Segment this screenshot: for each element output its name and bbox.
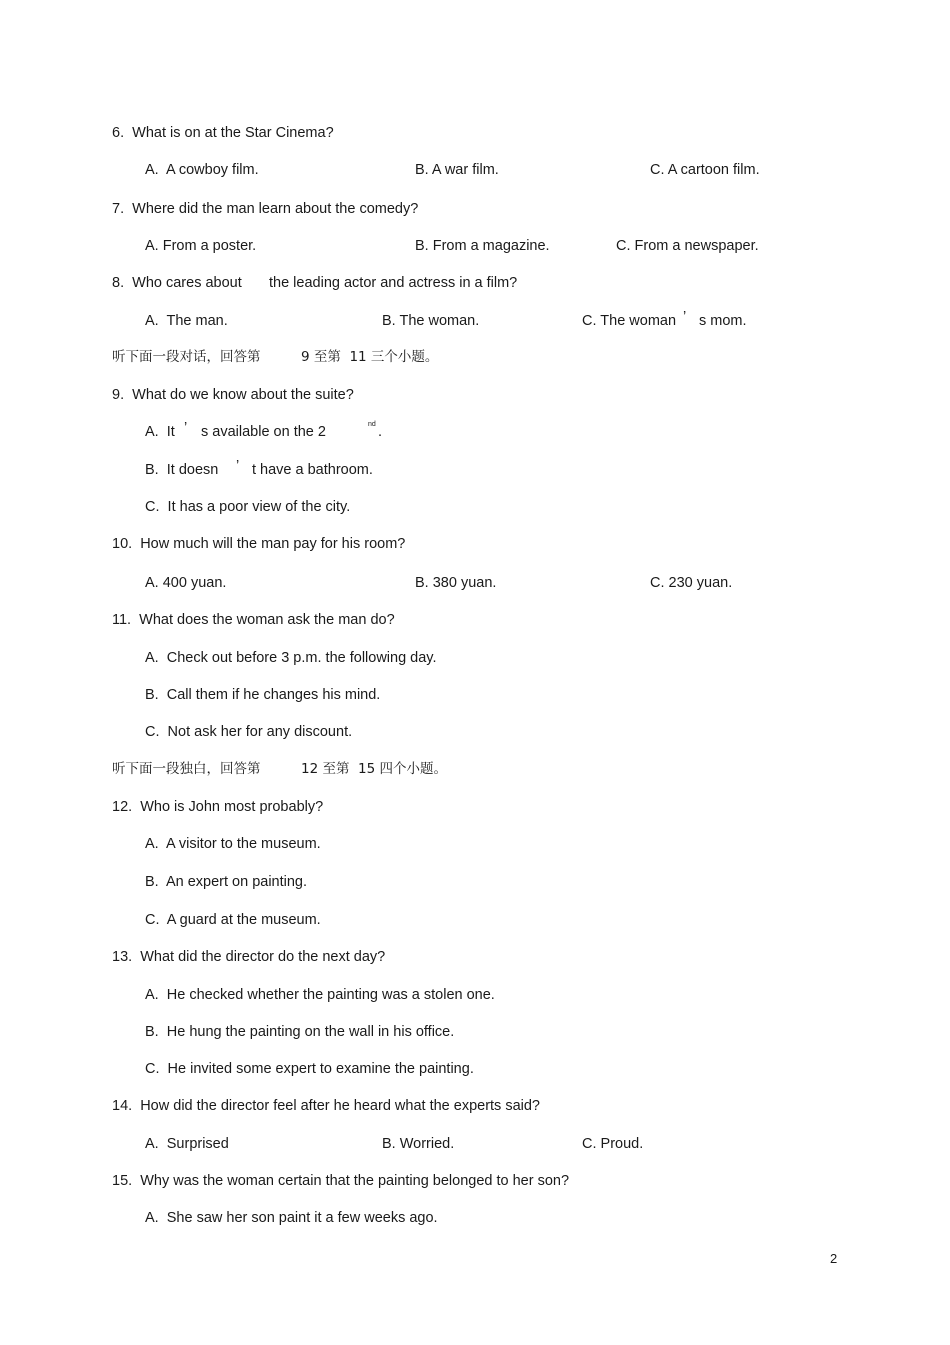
q11-option-b: B. Call them if he changes his mind. — [145, 687, 381, 703]
q8-option-c-apostrophe: ’ — [683, 309, 687, 325]
q9-option-b-apostrophe: ’ — [236, 458, 240, 474]
q7-option-b: B. From a magazine. — [415, 238, 550, 254]
q14-option-c: C. Proud. — [582, 1136, 644, 1152]
q15-stem: 15. Why was the woman certain that the painting belonged to her son? — [112, 1173, 570, 1189]
q12-stem: 12. Who is John most probably? — [112, 799, 324, 815]
q6-option-a: A. A cowboy film. — [145, 162, 259, 178]
q9-stem: 9. What do we know about the suite? — [112, 387, 354, 403]
q9-option-a-superscript: nd — [368, 421, 376, 428]
q13-option-c: C. He invited some expert to examine the painting. — [145, 1061, 474, 1077]
q8-stem-part1: 8. Who cares about — [112, 275, 242, 291]
q9-option-a-part2: s available on the 2 — [201, 424, 326, 440]
q8-option-c-part1: C. The woman — [582, 313, 677, 329]
q11-option-c: C. Not ask her for any discount. — [145, 724, 353, 740]
q9-option-a-apostrophe: ’ — [184, 420, 188, 436]
q7-option-a: A. From a poster. — [145, 238, 257, 254]
q14-stem: 14. How did the director feel after he heard what the experts said? — [112, 1098, 540, 1114]
q10-option-a: A. 400 yuan. — [145, 575, 227, 591]
q7-option-c: C. From a newspaper. — [616, 238, 759, 254]
q9-option-a-period: . — [378, 424, 383, 440]
section-heading-9-11: 听下面一段对话，回答第 — [112, 349, 261, 365]
section-heading-12-15: 听下面一段独白，回答第 — [112, 761, 261, 777]
q11-option-a: A. Check out before 3 p.m. the following day. — [145, 650, 437, 666]
section-heading-12-15-range: 12 至第 15 四个小题。 — [301, 761, 448, 777]
q10-option-b: B. 380 yuan. — [415, 575, 497, 591]
q8-option-a: A. The man. — [145, 313, 228, 329]
q8-option-b: B. The woman. — [382, 313, 480, 329]
q6-option-c: C. A cartoon film. — [650, 162, 760, 178]
q12-option-c: C. A guard at the museum. — [145, 912, 321, 928]
q14-option-a: A. Surprised — [145, 1136, 229, 1152]
q13-option-b: B. He hung the painting on the wall in his office. — [145, 1024, 455, 1040]
q6-stem: 6. What is on at the Star Cinema? — [112, 125, 334, 141]
q8-stem-part2: the leading actor and actress in a film? — [269, 275, 518, 291]
q9-option-b-part1: B. It doesn — [145, 462, 219, 478]
page-number: 2 — [830, 1251, 838, 1266]
q15-option-a: A. She saw her son paint it a few weeks ago. — [145, 1210, 438, 1226]
q7-stem: 7. Where did the man learn about the comedy? — [112, 201, 419, 217]
q13-option-a: A. He checked whether the painting was a stolen one. — [145, 987, 495, 1003]
q10-stem: 10. How much will the man pay for his room? — [112, 536, 406, 552]
q10-option-c: C. 230 yuan. — [650, 575, 733, 591]
section-heading-9-11-range: 9 至第 11 三个小题。 — [301, 349, 439, 365]
q6-option-b: B. A war film. — [415, 162, 499, 178]
q14-option-b: B. Worried. — [382, 1136, 455, 1152]
q12-option-b: B. An expert on painting. — [145, 874, 308, 890]
q12-option-a: A. A visitor to the museum. — [145, 836, 321, 852]
q9-option-a-part1: A. It — [145, 424, 175, 440]
q9-option-c: C. It has a poor view of the city. — [145, 499, 351, 515]
q11-stem: 11. What does the woman ask the man do? — [112, 612, 395, 628]
q8-option-c-part2: s mom. — [699, 313, 747, 329]
q9-option-b-part2: t have a bathroom. — [252, 462, 373, 478]
q13-stem: 13. What did the director do the next day? — [112, 949, 386, 965]
